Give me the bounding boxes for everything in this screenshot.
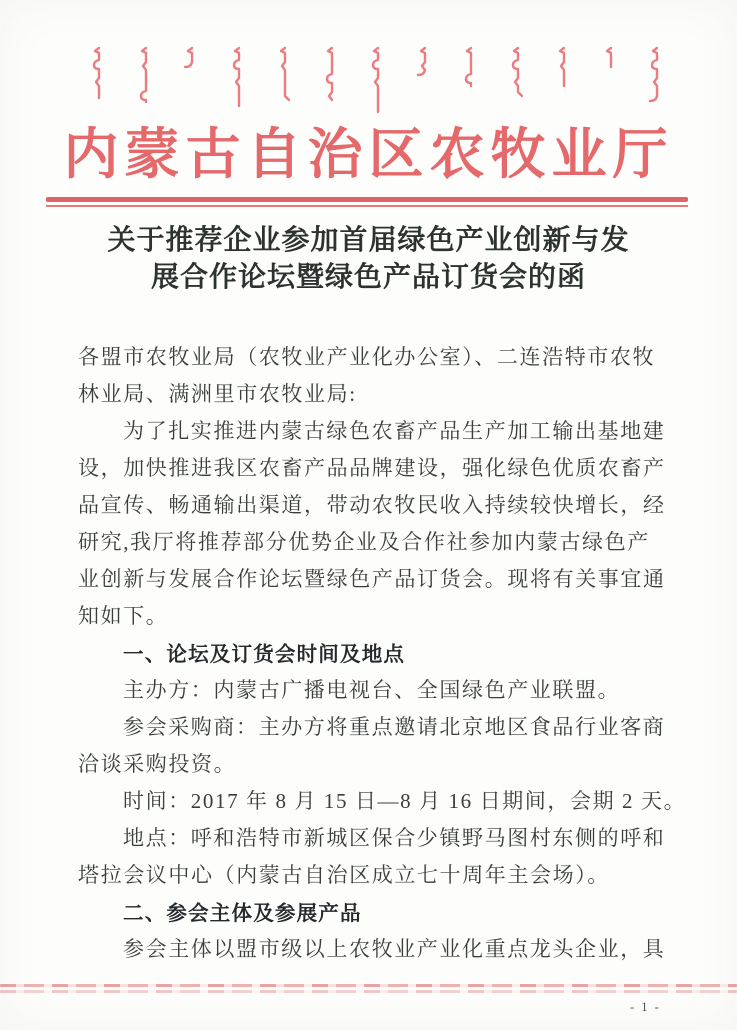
body-line: 各盟市农牧业局（农牧业产业化办公室）、二连浩特市农牧 — [78, 344, 656, 369]
section-heading: 二、参会主体及参展产品 — [123, 901, 362, 925]
mongolian-script — [90, 44, 666, 124]
title-line-2: 展合作论坛暨绿色产品订货会的函 — [150, 262, 586, 293]
body-line: 主办方：内蒙古广播电视台、全国绿色产业联盟。 — [123, 677, 621, 702]
mongolian-word-glyph — [183, 44, 201, 124]
body-line: 地点：呼和浩特市新城区保合少镇野马图村东侧的呼和 — [123, 825, 666, 850]
body-line: 品宣传、畅通输出渠道，带动农牧民收入持续较快增长，经 — [78, 492, 666, 517]
department-name: 内蒙古自治区农牧业厅 — [63, 124, 674, 185]
footer-divider — [0, 983, 737, 997]
mongolian-word-glyph — [230, 44, 248, 124]
body-line: 为了扎实推进内蒙古绿色农畜产品生产加工输出基地建 — [123, 418, 666, 443]
mongolian-word-glyph — [555, 44, 573, 124]
mongolian-word-glyph — [648, 44, 666, 124]
document-title — [0, 222, 737, 296]
body-line: 洽谈采购投资。 — [78, 751, 237, 776]
document-body — [78, 337, 687, 966]
section-heading: 一、论坛及订货会时间及地点 — [123, 642, 406, 666]
body-line: 知如下。 — [78, 603, 169, 628]
body-line: 研究,我厅将推荐部分优势企业及合作社参加内蒙古绿色产 — [78, 529, 650, 554]
mongolian-word-glyph — [462, 44, 480, 124]
footer-divider-band — [0, 984, 737, 987]
mongolian-word-glyph — [509, 44, 527, 124]
page-number: - 1 - — [630, 1000, 661, 1014]
body-line: 时间：2017 年 8 月 15 日—8 月 16 日期间，会期 2 天。 — [123, 788, 687, 813]
header-divider — [46, 197, 688, 209]
body-line: 业创新与发展合作论坛暨绿色产品订货会。现将有关事宜通 — [78, 566, 666, 591]
body-line: 林业局、满洲里市农牧业局: — [78, 381, 357, 406]
mongolian-word-glyph — [602, 44, 620, 124]
body-line: 参会主体以盟市级以上农牧业产业化重点龙头企业，具 — [123, 936, 666, 961]
title-line-1: 关于推荐企业参加首届绿色产业创新与发 — [107, 225, 630, 256]
mongolian-word-glyph — [323, 44, 341, 124]
body-line: 参会采购商：主办方将重点邀请北京地区食品行业客商 — [123, 714, 666, 739]
mongolian-word-glyph — [369, 44, 387, 124]
mongolian-word-glyph — [90, 44, 108, 124]
mongolian-word-glyph — [137, 44, 155, 124]
footer-divider-band — [0, 990, 737, 993]
mongolian-word-glyph — [416, 44, 434, 124]
body-line: 塔拉会议中心（内蒙古自治区成立七十周年主会场）。 — [78, 862, 610, 887]
mongolian-word-glyph — [276, 44, 294, 124]
body-line: 设，加快推进我区农畜产品品牌建设，强化绿色优质农畜产 — [78, 455, 666, 480]
